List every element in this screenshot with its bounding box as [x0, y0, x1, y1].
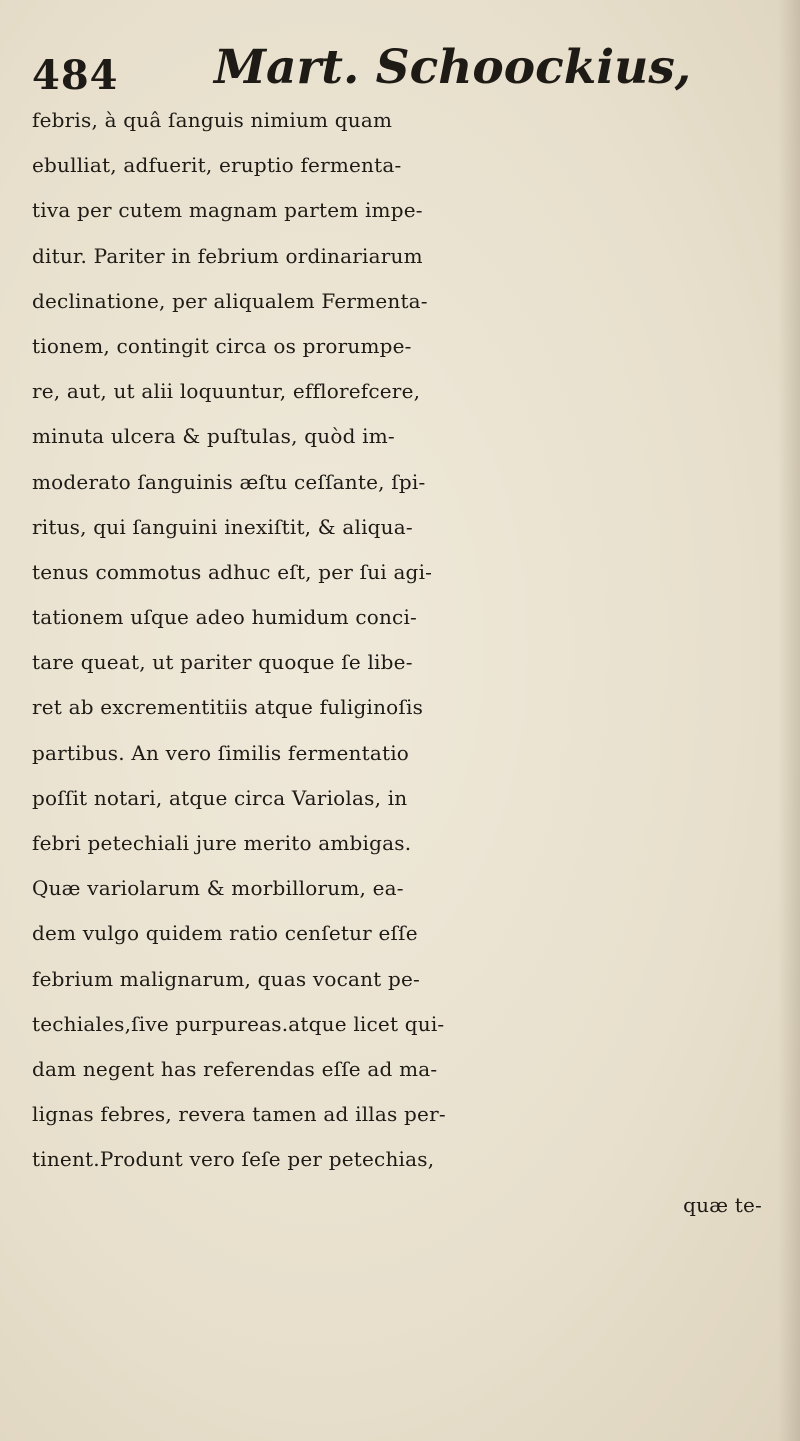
text-line: tenus commotus adhuc eſt, per ſui agi-	[32, 559, 433, 584]
text-line: tiva per cutem magnam partem impe-	[32, 198, 423, 223]
text-line: tationem uſque adeo humidum conci-	[32, 605, 418, 630]
text-line: tinent.Produnt vero ſeſe per petechias,	[32, 1147, 435, 1172]
text-line: tionem, contingit circa os prorumpe-	[32, 333, 412, 358]
text-line: ritus, qui ſanguini inexiſtit, & aliqua-	[32, 514, 413, 539]
text-line: febris, à quâ ſanguis nimium quam	[32, 108, 393, 132]
text-line: tare queat, ut pariter quoque ſe libe-	[32, 650, 413, 675]
text-line: minuta ulcera & puſtulas, quòd im-	[32, 424, 395, 449]
text-line: poſſit notari, atque circa Variolas, in	[32, 785, 408, 810]
text-line: Quæ variolarum & morbillorum, ea-	[32, 876, 404, 901]
text-line: febrium malignarum, quas vocant pe-	[32, 966, 420, 991]
body-text	[32, 98, 792, 1228]
text-line: ditur. Pariter in febrium ordinariarum	[32, 243, 423, 268]
text-line: techiales,ſive purpureas.atque licet qui-	[32, 1011, 445, 1036]
text-line: declinatione, per aliqualem Fermenta-	[32, 288, 428, 313]
text-line: re, aut, ut alii loquuntur, efflorefcere,	[32, 379, 421, 404]
text-line: ret ab excrementitiis atque fuliginoſis	[32, 695, 424, 720]
text-line: lignas febres, revera tamen ad illas per-	[32, 1102, 446, 1127]
catchword: quæ te-	[683, 1192, 762, 1217]
text-line: febri petechiali jure merito ambigas.	[32, 831, 412, 855]
text-line: ebulliat, adfuerit, eruptio fermenta-	[32, 153, 402, 178]
page-number: 484	[32, 52, 119, 99]
text-line: dam negent has referendas eſſe ad ma-	[32, 1056, 438, 1081]
text-line: moderato ſanguinis æſtu ceſſante, ſpi-	[32, 469, 426, 494]
running-head: Mart. Schoockius,	[214, 40, 692, 95]
text-line: partibus. An vero ſimilis fermentatio	[32, 740, 410, 765]
text-line: dem vulgo quidem ratio cenſetur eſſe	[32, 921, 418, 946]
